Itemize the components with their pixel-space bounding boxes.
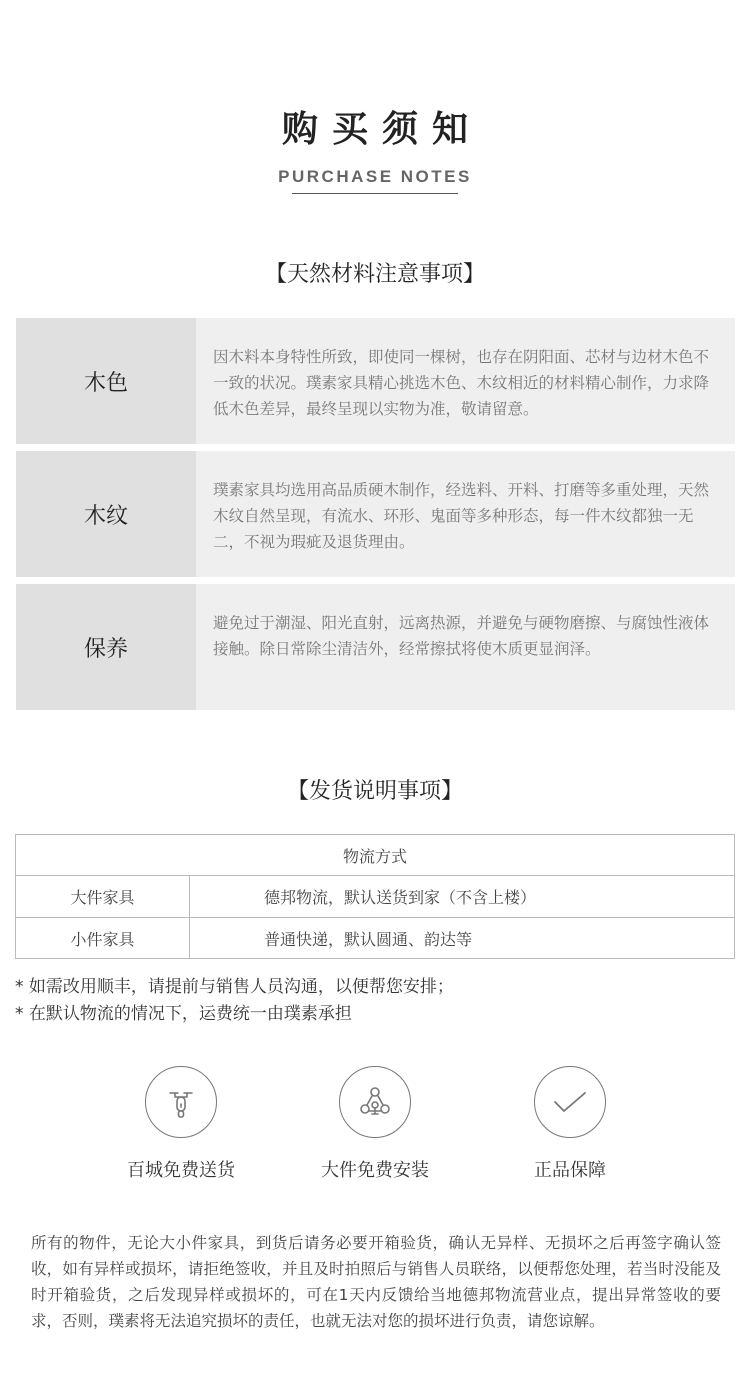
shipping-note-freight: * 在默认物流的情况下，运费统一由璞素承担 bbox=[15, 1004, 352, 1024]
shipping-section-title: 【发货说明事项】 bbox=[286, 779, 463, 804]
feature-free-delivery bbox=[91, 1066, 271, 1184]
feature-genuine-guarantee bbox=[480, 1066, 660, 1184]
shipping-note-sf: * 如需改用顺丰，请提前与销售人员沟通，以便帮您安排； bbox=[15, 977, 454, 997]
furniture-type-cell: 大件家具 bbox=[16, 876, 190, 917]
material-description: 避免过于潮湿、阳光直射，远离热源，并避免与硬物磨擦、与腐蚀性液体接触。除日常除尘清洁外，经常擦拭将使木质更显润泽。 bbox=[213, 614, 710, 658]
material-row-maintenance bbox=[16, 584, 735, 710]
feature-label: 百城免费送货 bbox=[127, 1160, 235, 1181]
shipping-table bbox=[15, 834, 735, 959]
shipping-table-header: 物流方式 bbox=[16, 835, 734, 876]
materials-section-title: 【天然材料注意事项】 bbox=[264, 262, 485, 287]
feature-label: 大件免费安装 bbox=[321, 1160, 429, 1181]
material-label: 木纹 bbox=[16, 451, 196, 577]
material-description: 璞素家具均选用高品质硬木制作，经选料、开料、打磨等多重处理，天然木纹自然呈现，有流水、环形、鬼面等多种形态，每一件木纹都独一无二，不视为瑕疵及退货理由。 bbox=[213, 481, 710, 551]
header-divider bbox=[292, 193, 458, 194]
page-subtitle: PURCHASE NOTES bbox=[278, 167, 472, 186]
inspection-notice: 所有的物件，无论大小件家具，到货后请务必要开箱验货，确认无异样、无损坏之后再签字确认签收，如有异样或损坏，请拒绝签收，并且及时拍照后与销售人员联络，以便帮您处理，若当时没能及时开箱验货，之后发现异样或损坏的，可在1天内反馈给当地德邦物流营业点，提出异常签收的要求，否则，璞素将无法追究损坏的责任，也就无法对您的损坏进行负责，请您谅解。 bbox=[31, 1234, 721, 1330]
table-row bbox=[16, 917, 734, 958]
scooter-icon bbox=[145, 1066, 217, 1138]
feature-free-install bbox=[285, 1066, 465, 1184]
furniture-type-cell: 小件家具 bbox=[16, 918, 190, 958]
material-row-wood-grain bbox=[16, 451, 735, 577]
material-description: 因木料本身特性所致，即使同一棵树，也存在阴阳面、芯材与边材木色不一致的状况。璞素家具精心挑选木色、木纹相近的材料精心制作，力求降低木色差异，最终呈现以实物为准，敬请留意。 bbox=[213, 348, 710, 418]
feature-label: 正品保障 bbox=[534, 1160, 606, 1181]
page-header bbox=[0, 108, 750, 188]
material-row-wood-color bbox=[16, 318, 735, 444]
checkmark-icon bbox=[534, 1066, 606, 1138]
logistics-method-cell: 德邦物流，默认送货到家（不含上楼） bbox=[264, 888, 537, 907]
install-tools-icon bbox=[339, 1066, 411, 1138]
material-label: 木色 bbox=[16, 318, 196, 444]
material-label: 保养 bbox=[16, 584, 196, 710]
page-title: 购买须知 bbox=[281, 109, 482, 150]
table-row bbox=[16, 876, 734, 917]
logistics-method-cell: 普通快递，默认圆通、韵达等 bbox=[264, 929, 473, 949]
